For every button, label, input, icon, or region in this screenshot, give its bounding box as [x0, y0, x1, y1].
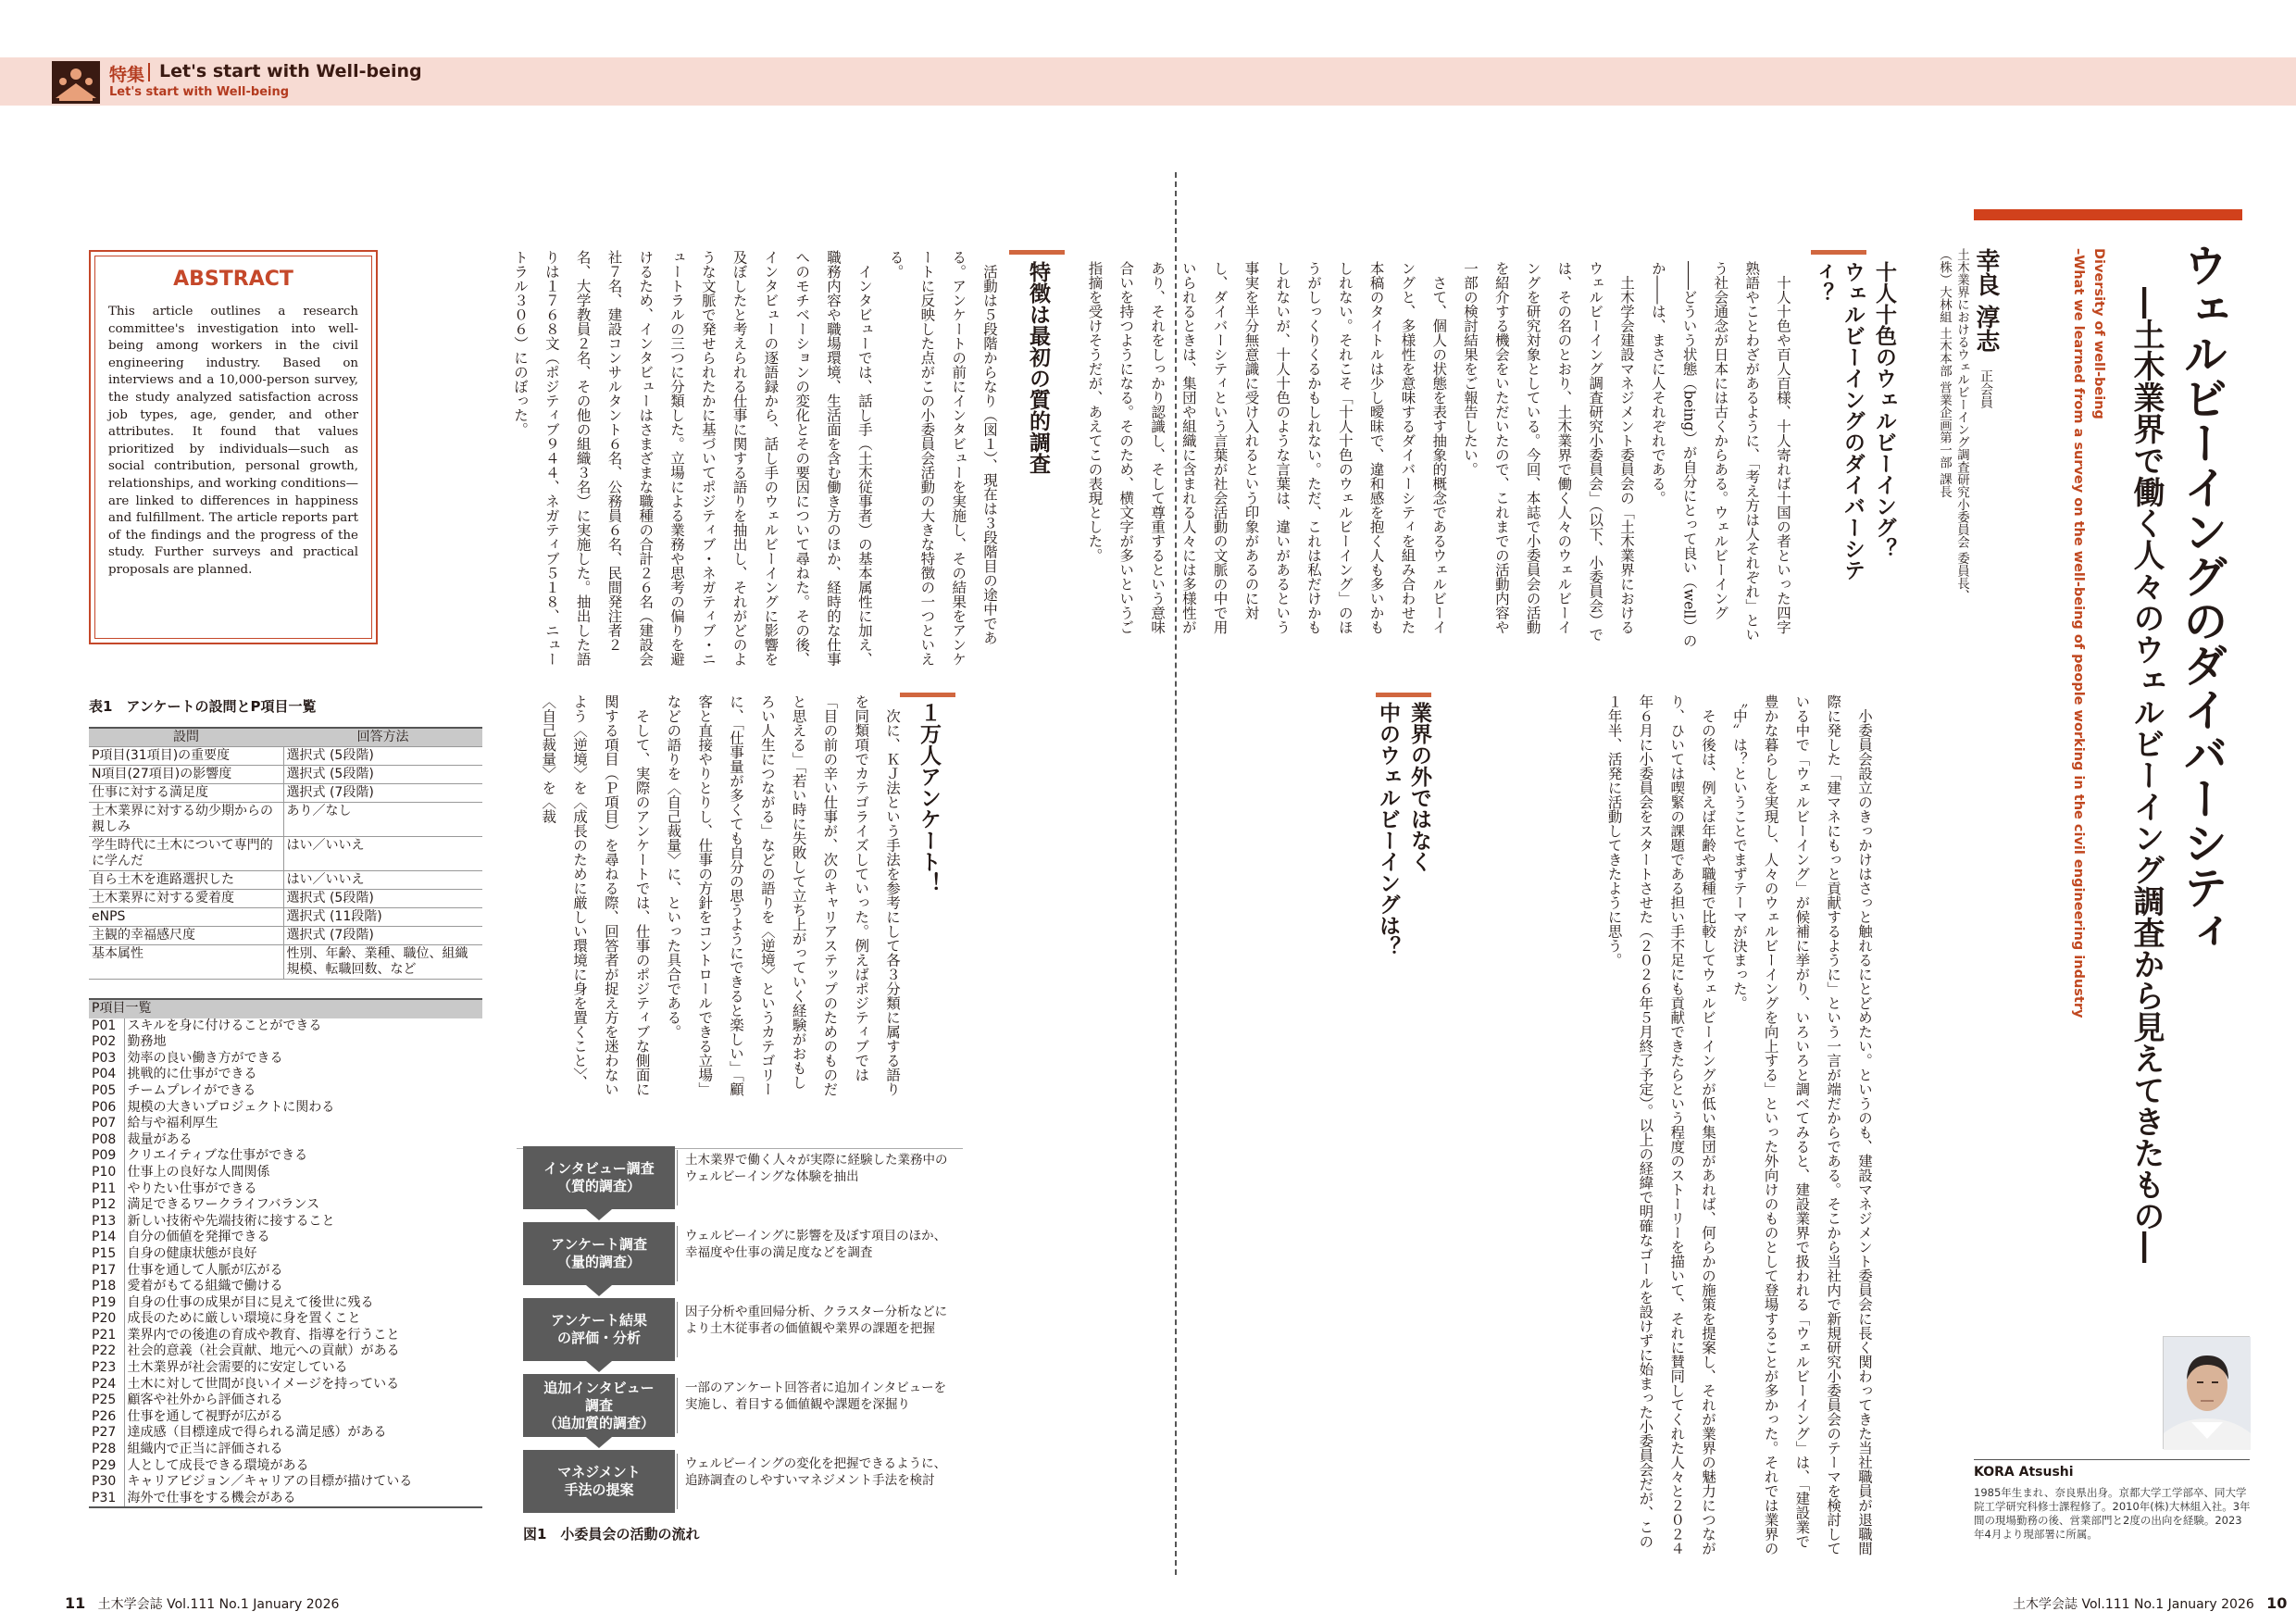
p-item-code: P06: [89, 1100, 124, 1117]
body-middle-left: [500, 694, 907, 1102]
p-item-code: P29: [89, 1458, 124, 1475]
p-item-row: [89, 1279, 482, 1295]
flow-step-box: アンケート結果 の評価・分析: [523, 1298, 675, 1361]
flow-arrow-icon: [586, 1361, 612, 1372]
feature-label: 特集: [109, 65, 145, 85]
p-item-row: [89, 1393, 482, 1409]
p-item-text: 業界内での後進の育成や教育、指導を行うこと: [127, 1327, 400, 1343]
page-number-right: 10: [2266, 1594, 2288, 1612]
table-row: [89, 837, 482, 871]
p-item-row: [89, 1409, 482, 1426]
p-item-row: [89, 1425, 482, 1442]
p-item-code: P24: [89, 1377, 124, 1393]
table-row: [89, 945, 482, 980]
header-separator: [148, 63, 150, 81]
p-item-code: P27: [89, 1425, 124, 1442]
article-english-title: Diversity of well-being –What we learned from a survey on the well-being of people working in the civil engineering industry: [2071, 248, 2106, 1018]
table-row: [89, 908, 482, 927]
title-accent-bar: [1974, 209, 2242, 220]
p-item-code: P09: [89, 1148, 124, 1165]
p-item-text: 規模の大きいプロジェクトに関わる: [127, 1099, 335, 1115]
p-item-row: [89, 1442, 482, 1458]
p-item-text: 給与や福利厚生: [127, 1116, 218, 1131]
heading-bar: [1811, 250, 1866, 255]
p-item-code: P18: [89, 1279, 124, 1295]
abstract-title: ABSTRACT: [173, 268, 293, 291]
p-item-code: P03: [89, 1051, 124, 1068]
p-item-row: [89, 1034, 482, 1051]
header-subtitle: Let's start with Well-being: [109, 85, 290, 99]
p-item-row: [89, 1165, 482, 1181]
p-item-row: [89, 1214, 482, 1230]
logo-icon: [52, 61, 100, 104]
flow-desc-rule: [677, 1226, 678, 1281]
p-item-row: [89, 1295, 482, 1312]
table-row: [89, 803, 482, 837]
p-item-row: [89, 1132, 482, 1149]
paragraph-1: 十人十色や百人百様、十人寄れば十国の者といった四字熟語やことわざがあるように、「考え方は人それぞれ」という社会通念が日本には古くからある。ウェルビーイング――どういう状態（being）が自分にとって良い（well）のか――は、まさに人それぞれである。 土木学会建設マネジメント委員会の「土木業界におけるウェルビーイング調査研究小委員会」（以下、小委員会）では、その名のとおり、土木業界で働く人々のウェルビーイングを研究対象としている。今回、本誌で小委員会の活動を紹介する機会をいただいたので、これまでの活動内容や一部の検討結果をご報告したい。 さて、個人の状態を表す抽象的概念であるウェルビーイングと、多様性を意味するダイバーシティを組み合わせた本稿のタイトルは少し曖昧で、違和感を抱く人も多いかもしれない。それこそ「十人十色のウェルビーイング」のほうがしっくりくるかもしれない。ただ、これは私だけかもしれないが、十人十色のような言葉は、違いがあるという事実を半分無意識に受け入れるという印象があるのに対し、ダイバーシティという言葉が社会活動の文脈の中で用いられるときは、集団や組織に含まれる人々には多様性があり、それをしっかり認識し、そして尊重するという意味合いを持つようになる。そのため、横文字が多いというご指摘を受けそうだが、あえてこの表現とした。: [1086, 261, 1791, 648]
p-item-row: [89, 1100, 482, 1117]
photo-rule: [1974, 1459, 2250, 1460]
p-item-row: [89, 1018, 482, 1035]
p-item-row: [89, 1328, 482, 1344]
flow-arrow-icon: [586, 1209, 612, 1220]
p-item-code: P26: [89, 1409, 124, 1426]
p-item-text: 愛着がもてる組織で働ける: [127, 1279, 283, 1294]
p-item-row: [89, 1360, 482, 1377]
p-item-row: [89, 1051, 482, 1068]
question-cell: 自ら土木を進路選択した: [89, 871, 283, 890]
answer-method-cell: 性別、年齢、業種、職位、組織規模、転職回数、など: [283, 945, 482, 980]
p-item-text: キャリアビジョン／キャリアの目標が描けている: [127, 1474, 413, 1490]
question-cell: 主観的幸福感尺度: [89, 927, 283, 945]
p-item-row: [89, 1083, 482, 1100]
p-item-code: P12: [89, 1197, 124, 1214]
question-cell: N項目(27項目)の影響度: [89, 766, 283, 784]
p-item-row: [89, 1230, 482, 1246]
p-item-text: やりたい仕事ができる: [127, 1181, 257, 1196]
p-item-text: 自身の仕事の成果が目に見えて後世に残る: [127, 1294, 374, 1310]
p-item-text: 海外で仕事をする機会がある: [127, 1490, 296, 1505]
p-item-text: 組織内で正当に評価される: [127, 1442, 283, 1457]
flow-arrow-icon: [586, 1285, 612, 1296]
question-cell: 土木業界に対する幼少期からの親しみ: [89, 803, 283, 837]
flow-step-description: ウェルビーイングの変化を把握できるように、追跡調査のしやすいマネジメント手法を検討: [685, 1456, 947, 1488]
question-cell: 土木業界に対する愛着度: [89, 890, 283, 908]
heading-bar: [1009, 250, 1065, 255]
p-item-text: チームプレイができる: [127, 1082, 256, 1098]
answer-method-cell: 選択式 (5段階): [283, 890, 482, 908]
p-item-row: [89, 1116, 482, 1132]
p-item-code: P08: [89, 1132, 124, 1149]
flow-step-box: インタビュー調査 （質的調査）: [523, 1146, 675, 1209]
p-item-row: [89, 1197, 482, 1214]
table-header-cell: P項目一覧: [89, 999, 482, 1018]
question-table: [89, 727, 482, 980]
p-item-code: P05: [89, 1083, 124, 1100]
paragraph-4: 次に、ＫＪ法という手法を参考にして各３分類に属する語りを同類項でカテゴライズしていった。例えばポジティブでは「目の前の辛い仕事が、次のキャリアステップのためのものだと思える」「若い時に失敗して立ち上がっていく経験がおもしろい人生につながる」などの語りを〈逆境〉というカテゴリーに、「仕事量が多くても自分の思うようにできると楽しい」「顧客と直接やりとりし、仕事の方針をコントロールできる立場」などの語りを〈自己裁量〉に、といった具合である。 そして、実際のアンケートでは、仕事のポジティブな側面に関する項目（Ｐ項目）を尋ねる際、回答者が捉え方を迷わないよう〈逆境〉を〈成長のために厳しい環境に身を置くこと〉、〈自己裁量〉を〈裁: [540, 694, 901, 1096]
p-item-text: 裁量がある: [127, 1131, 193, 1147]
author-photo: [2163, 1336, 2250, 1449]
table-row: [89, 747, 482, 766]
answer-method-cell: 選択式 (7段階): [283, 784, 482, 803]
section-heading-1: 十人十色のウェルビーイング？ ウェルビーイングのダイバーシティ？: [1809, 261, 1896, 581]
answer-method-cell: 選択式 (11段階): [283, 908, 482, 927]
p-item-row: [89, 1377, 482, 1393]
p-item-code: P07: [89, 1116, 124, 1132]
section-heading-2: 業界の外ではなく 中のウェルビーイングは？: [1376, 702, 1431, 957]
author-affiliation: 土木業界におけるウェルビーイング調査研究小委員会 委員長、 （株）大林組 土木本部 営業企画第一部 課長: [1937, 248, 1969, 603]
table-header-cell: 設問: [89, 728, 283, 747]
p-item-text: 成長のために厳しい環境に身を置くこと: [127, 1311, 361, 1327]
p-item-code: P23: [89, 1360, 124, 1377]
p-item-text: スキルを身に付けることができる: [127, 1018, 322, 1033]
flow-step-description: 一部のアンケート回答者に追加インタビューを実施し、着目する価値観や課題を深掘り: [685, 1380, 947, 1412]
body-lower-right: [1204, 694, 1879, 1555]
answer-method-cell: はい／いいえ: [283, 837, 482, 871]
p-item-text: 満足できるワークライフバランス: [127, 1197, 320, 1213]
question-cell: 仕事に対する満足度: [89, 784, 283, 803]
p-item-row: [89, 1067, 482, 1083]
p-item-code: P11: [89, 1181, 124, 1198]
p-item-code: P15: [89, 1246, 124, 1263]
flow-step-description: ウェルビーイングに影響を及ぼす項目のほか、幸福度や仕事の満足度などを調査: [685, 1229, 947, 1260]
p-item-text: 達成感（目標達成で得られる満足感）がある: [127, 1425, 387, 1441]
p-item-code: P13: [89, 1214, 124, 1230]
header-title: Let's start with Well-being: [159, 61, 422, 81]
p-item-code: P10: [89, 1165, 124, 1181]
flow-step-box: マネジメント 手法の提案: [523, 1450, 675, 1513]
question-cell: 学生時代に土木について専門的に学んだ: [89, 837, 283, 871]
body-upper-right: [1086, 261, 1798, 648]
footer-right: [2013, 1594, 2287, 1613]
body-upper-left: [393, 250, 1004, 667]
p-item-text: 仕事を通して視野が広がる: [127, 1408, 283, 1424]
flow-step-description: 土木業界で働く人々が実際に経験した業務中のウェルビーイングな体験を抽出: [685, 1153, 948, 1184]
p-item-code: P02: [89, 1034, 124, 1051]
p-item-row: [89, 1311, 482, 1328]
p-item-row: [89, 1246, 482, 1263]
p-item-code: P22: [89, 1343, 124, 1360]
p-item-text: 社会的意義（社会貢献、地元への貢献）がある: [127, 1343, 400, 1359]
p-item-code: P14: [89, 1230, 124, 1246]
table-row: [89, 784, 482, 803]
journal-name-left: 土木学会誌 Vol.111 No.1 January 2026: [97, 1597, 340, 1612]
p-item-text: 自分の価値を発揮できる: [127, 1230, 270, 1245]
table-header-cell: 回答方法: [283, 728, 482, 747]
p-item-text: 新しい技術や先端技術に接すること: [127, 1213, 335, 1229]
table-header-row: [89, 999, 482, 1018]
table-row: [89, 927, 482, 945]
p-item-text: 土木業界が社会需要的に安定している: [127, 1360, 348, 1376]
paragraph-3: 活動は５段階からなり（図１）、現在は３段階目の途中である。アンケートの前にインタビューを実施し、その結果をアンケートに反映した点がこの小委員会活動の大きな特徴の一つといえる。 インタビューでは、話し手（土木従事者）の基本属性に加え、職務内容や職場環境、生活面を含む働き方のほか、経時的な仕事へのモチベーションの変化とその要因について尋ねた。その後、インタビューの逐語録から、話し手のウェルビーイングに影響を及ぼしたと考えられる仕事に関する語りを抽出し、それがどのような文脈で発せられたかに基づいてポジティブ・ネガティブ・ニュートラルの三つに分類した。立場による業務や思考の偏りを避けるため、インタビューはさまざまな職種の合計２６名（建設会社７名、建設コンサルタント６名、公務員６名、民間発注者２名、大学教員２名、その他の組織３名）に実施した。抽出した語りは１７６８文（ポジティブ９４４、ネガティブ５１８、ニュートラル３０６）にのぼった。: [512, 250, 998, 667]
p-item-code: P01: [89, 1018, 124, 1035]
flow-desc-rule: [677, 1302, 678, 1357]
p-item-row: [89, 1343, 482, 1360]
p-item-text: 効率の良い働き方ができる: [127, 1050, 283, 1066]
p-item-text: 仕事を通して人脈が広がる: [127, 1262, 283, 1278]
paragraph-2: 小委員会設立のきっかけはさっと触れるにとどめたい。というのも、建設マネジメント委員会に長く関わってきた当社職員が退職間際に発した「建マネにもっと貢献するように」という一言が端だからである。そこから当社内で新規研究小委員会のテーマを検討している中で「ウェルビーイング」が候補に挙がり、いろいろと調べてみると、建設業界で扱われる「ウェルビーイング」は、「建設業で豊かな暮らしを実現し、人々のウェルビーイングを向上する」といった外向けのものとして登場することが多かった。それでは業界の〝中〟は？ということでまずテーマが決まった。 その後は、例えば年齢や職種で比較してウェルビーイングが低い集団があれば、何らかの施策を提案し、それが業界の魅力につながり、ひいては喫緊の課題である担い手不足にも貢献できたらという程度のストーリーを描いて、それに賛同してくれた人々と２０２４年６月に小委員会をスタートさせた（２０２６年５月終了予定）。以上の経緯で明確なゴールを設けずに始まった小委員会だが、この１年半、活発に活動してきたように思う。: [1605, 694, 1873, 1555]
article-subtitle: ―土木業界で働く人々のウェルビーイング調査から見えてきたもの―: [2128, 287, 2165, 1263]
p-item-code: P21: [89, 1328, 124, 1344]
p-item-code: P17: [89, 1263, 124, 1280]
p-item-row: [89, 1474, 482, 1491]
p-item-row: [89, 1181, 482, 1198]
article-title: ウェルビーイングのダイバーシティ: [2176, 243, 2227, 954]
section-heading-4: １万人アンケート！: [917, 702, 941, 893]
p-item-text: 顧客や社外から評価される: [127, 1393, 283, 1408]
page-gutter-divider: [1175, 172, 1177, 1575]
figure-caption: 図1 小委員会の活動の流れ: [523, 1526, 700, 1543]
p-item-code: P20: [89, 1311, 124, 1328]
p-item-text: クリエイティブな仕事ができる: [127, 1148, 308, 1164]
author-name: 幸良 淳志正会員: [1972, 248, 2000, 409]
p-item-text: 人として成長できる環境がある: [127, 1457, 309, 1473]
p-item-code: P19: [89, 1295, 124, 1312]
p-item-code: P04: [89, 1067, 124, 1083]
abstract-text: This article outlines a research committee's investigation into well-being among workers in the civil engineering industry. Based on interviews and a 10,000-person survey, the study analyzed satisfaction across job types, age, gender, and other attributes. It found that values prioritized by individuals—such as social contribution, personal growth, relationships, and working conditions—are linked to differences in happiness and fulfillment. The article reports part of the findings and the progress of the study. Further surveys and practical proposals are planned.: [108, 305, 358, 577]
p-item-text: 自身の健康状態が良好: [127, 1245, 257, 1261]
page-number-left: 11: [65, 1594, 86, 1612]
table-header-row: [89, 728, 482, 747]
flow-step-box: 追加インタビュー 調査 （追加質的調査）: [523, 1374, 675, 1437]
p-item-text: 土木に対して世間が良いイメージを持っている: [127, 1376, 400, 1392]
section-heading-3: 特徴は最初の質的調査: [1026, 261, 1050, 474]
flow-desc-rule: [677, 1454, 678, 1509]
p-item-text: 挑戦的に仕事ができる: [127, 1067, 257, 1082]
table-caption: 表1 アンケートの設問とP項目一覧: [89, 698, 317, 715]
flow-arrow-icon: [586, 1437, 612, 1448]
p-item-row: [89, 1148, 482, 1165]
p-item-text: 仕事上の良好な人間関係: [127, 1164, 270, 1180]
heading-bar: [1376, 693, 1431, 697]
p-item-text: 勤務地: [127, 1034, 167, 1050]
answer-method-cell: 選択式 (5段階): [283, 747, 482, 766]
flow-desc-rule: [677, 1150, 678, 1206]
p-item-code: P31: [89, 1491, 124, 1508]
p-item-row: [89, 1458, 482, 1475]
flow-step-description: 因子分析や重回帰分析、クラスター分析などにより土木従事者の価値観や業界の課題を把握: [685, 1305, 948, 1336]
p-item-row: [89, 1491, 482, 1508]
answer-method-cell: 選択式 (5段階): [283, 766, 482, 784]
p-item-row: [89, 1263, 482, 1280]
table-row: [89, 871, 482, 890]
footer-left: [65, 1594, 339, 1613]
answer-method-cell: あり／なし: [283, 803, 482, 837]
question-cell: eNPS: [89, 908, 283, 927]
flow-step-box: アンケート調査 （量的調査）: [523, 1222, 675, 1285]
body-lower-left: [968, 1148, 1154, 1555]
author-romanized-name: KORA Atsushi: [1974, 1465, 2074, 1480]
journal-name-right: 土木学会誌 Vol.111 No.1 January 2026: [2013, 1597, 2254, 1612]
p-item-table: [89, 998, 482, 1508]
answer-method-cell: 選択式 (7段階): [283, 927, 482, 945]
question-cell: 基本属性: [89, 945, 283, 980]
abstract-box: [89, 250, 378, 644]
table-row: [89, 890, 482, 908]
answer-method-cell: はい／いいえ: [283, 871, 482, 890]
author-bio: 1985年生まれ、奈良県出身。京都大学工学部卒、同大学院工学研究科修士課程修了。2010年(株)大林組入社。3年間の現場勤務の後、営業部門と2度の出向を経験。2023年4月より現部署に所属。: [1974, 1486, 2251, 1541]
flow-desc-rule: [677, 1378, 678, 1433]
question-cell: P項目(31項目)の重要度: [89, 747, 283, 766]
p-item-code: P30: [89, 1474, 124, 1491]
p-item-code: P25: [89, 1393, 124, 1409]
heading-bar: [900, 693, 955, 697]
p-item-code: P28: [89, 1442, 124, 1458]
table-row: [89, 766, 482, 784]
